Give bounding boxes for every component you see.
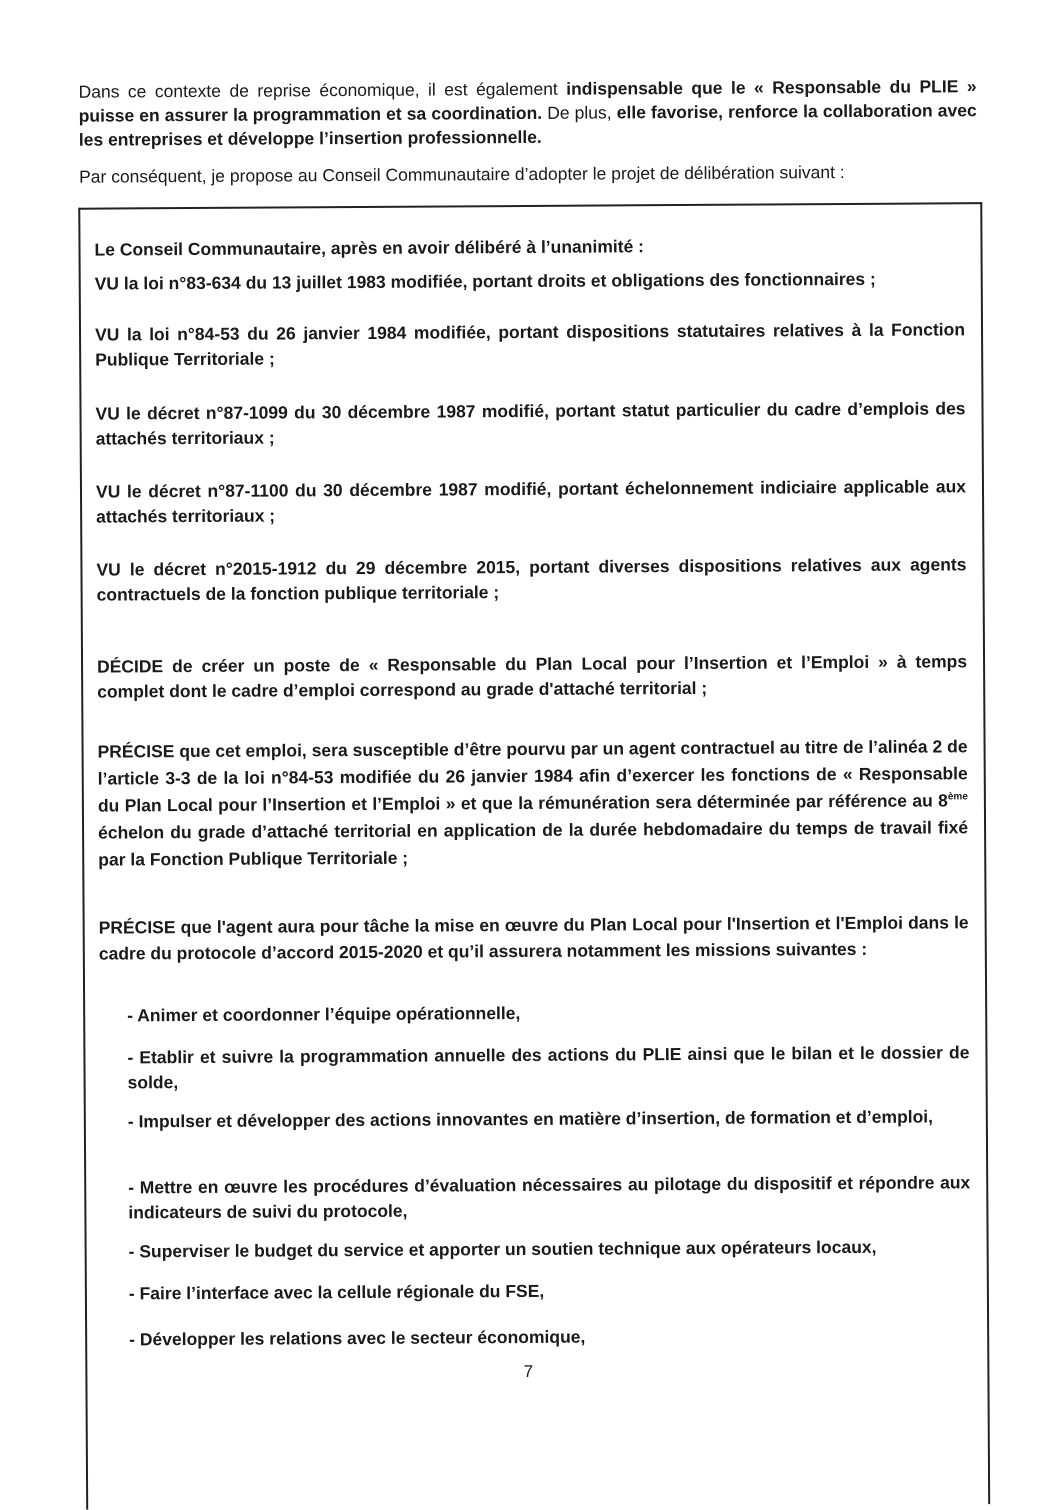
mission-item: - Impulser et développer des actions innovantes en matière d’insertion, de formation et d’emploi, (127, 1106, 934, 1132)
vu-clause: VU le décret n°87-1099 du 30 décembre 1987 modifié, portant statut particulier du cadre d’emplois des attachés territoriaux ; (95, 398, 966, 449)
mission-item: - Animer et coordonner l’équipe opérationnelle, (127, 1003, 521, 1026)
precise-text: PRÉCISE que cet emploi, sera susceptible d’être pourvu par un agent contractuel au titre de l’alinéa 2 de l’article 3-3 de la loi n°84-53 modifiée du 26 janvier 1984 afin d’exercer les fonctions de « Responsable du Plan Local pour l’Insertion et l’Emploi » et que la rémunération sera déterminée par référence au 8 (97, 736, 968, 816)
ordinal-superscript: ème (947, 791, 968, 803)
intro-text: De plus, (542, 102, 617, 123)
intro-paragraph (78, 74, 976, 151)
decide-clause: DÉCIDE de créer un poste de « Responsable du Plan Local pour l’Insertion et l’Emploi » à temps complet dont le cadre d’emploi correspond au grade d'attaché territorial ; (97, 651, 968, 702)
mission-item: - Développer les relations avec le secteur économique, (129, 1326, 586, 1350)
vu-clause: VU la loi n°84-53 du 26 janvier 1984 modifiée, portant dispositions statutaires relatives à la Fonction Publique Territoriale ; (94, 319, 966, 370)
mission-item: - Superviser le budget du service et apporter un soutien technique aux opérateurs locaux, (128, 1236, 877, 1262)
vu-clause: VU la loi n°83-634 du 13 juillet 1983 modifiée, portant droits et obligations des fonctionnaires ; (94, 268, 876, 294)
deliberation-content (94, 204, 971, 1350)
deliberation-box (78, 202, 990, 1509)
mission-item: - Faire l’interface avec la cellule régionale du FSE, (128, 1280, 545, 1304)
mission-item: - Mettre en œuvre les procédures d’évaluation nécessaires au pilotage du dispositif et répondre aux indicateurs de suivi du protocole, (128, 1172, 971, 1223)
intro-text: Dans ce contexte de reprise économique, il est également (78, 78, 567, 102)
mission-item: - Etablir et suivre la programmation annuelle des actions du PLIE ainsi que le bilan et le dossier de solde, (127, 1042, 970, 1093)
vu-clause: VU le décret n°2015-1912 du 29 décembre 2015, portant diverses dispositions relatives aux agents contractuels de la fonction publique territoriale ; (96, 554, 967, 605)
deliberation-header: Le Conseil Communautaire, après en avoir délibéré à l’unanimité : (94, 236, 645, 260)
precise-clause (98, 733, 969, 873)
proposal-paragraph: Par conséquent, je propose au Conseil Communautaire d’adopter le projet de délibération suivant : (79, 162, 845, 187)
intro-bold-text: indispensable que le « Responsable du PLIE » puisse en assurer la programmation et sa coordination. (78, 76, 977, 126)
vu-clause: VU le décret n°87-1100 du 30 décembre 1987 modifié, portant échelonnement indiciaire applicable aux attachés territoriaux ; (95, 476, 967, 527)
page-number: 7 (523, 1361, 534, 1382)
precise-text: échelon du grade d’attaché territorial en application de la durée hebdomadaire du temps de travail fixé par la Fonction Publique Territoriale ; (98, 817, 969, 870)
precise-clause: PRÉCISE que l'agent aura pour tâche la mise en œuvre du Plan Local pour l'Insertion et l'Emploi dans le cadre du protocole d’accord 2015-2020 et qu’il assurera notamment les missions suivantes : (98, 912, 969, 964)
intro-bold-text: elle favorise, renforce la collaboration avec les entreprises et développe l’insertion professionnelle. (78, 100, 977, 150)
